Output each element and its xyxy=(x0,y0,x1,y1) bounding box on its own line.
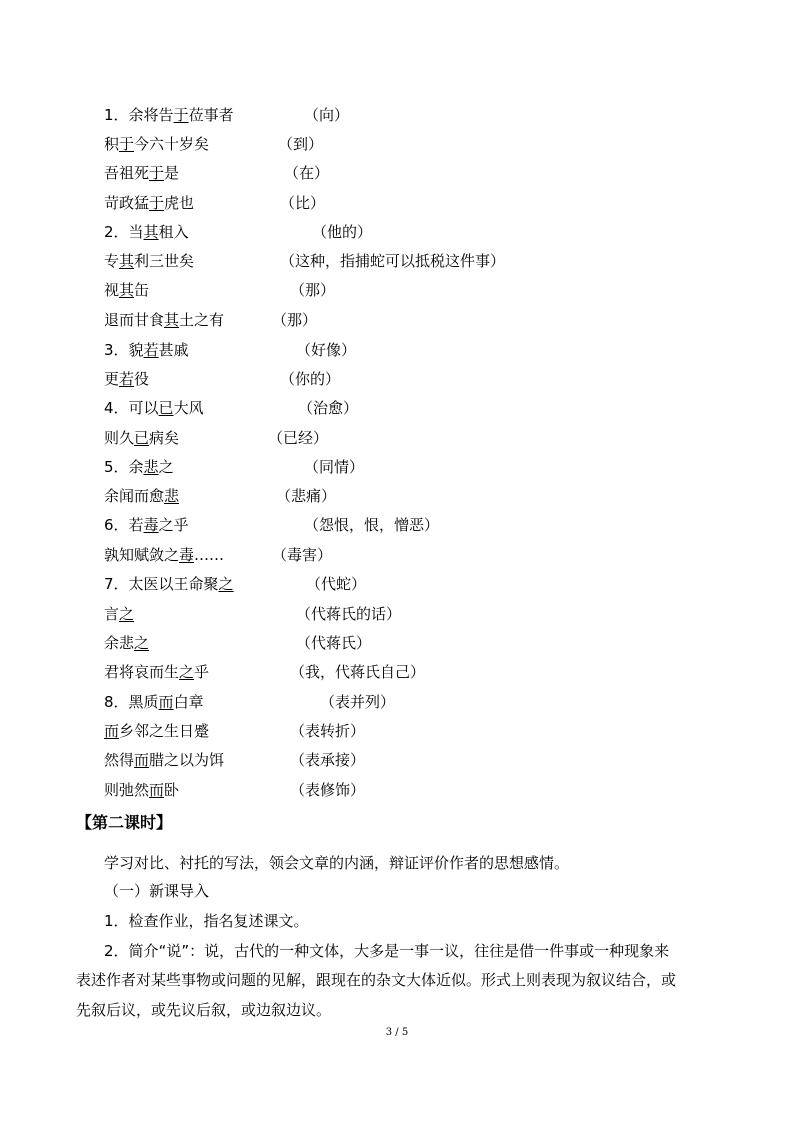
gloss-meaning: （你的） xyxy=(280,370,341,388)
sentence-text: 甚戚 xyxy=(158,341,189,359)
sentence-text: 土之有 xyxy=(179,311,225,329)
sentence-text: 言 xyxy=(104,605,120,623)
keyword-underlined: 悲 xyxy=(164,487,180,505)
gloss-meaning: （表转折） xyxy=(290,722,366,740)
sentence-text: 大风 xyxy=(173,399,204,417)
example-sentence xyxy=(104,398,204,418)
gloss-meaning: （这种，指捕蛇可以抵税这件事） xyxy=(280,252,506,270)
keyword-underlined: 若 xyxy=(143,341,159,359)
keyword-underlined: 之 xyxy=(134,634,150,652)
gloss-meaning: （代蒋氏的话） xyxy=(296,605,402,623)
gloss-meaning: （到） xyxy=(278,135,324,153)
lesson-objective: 学习对比、衬托的写法，领会文章的内涵，辩证评价作者的思想感情。 xyxy=(104,854,570,872)
example-sentence xyxy=(104,193,194,213)
sentence-text: 1．余将告 xyxy=(104,106,174,124)
sentence-text: 莅事者 xyxy=(188,106,234,124)
sentence-text: 缶 xyxy=(134,281,150,299)
sentence-text: 孰知赋敛之 xyxy=(104,546,180,564)
sentence-text: 积 xyxy=(104,135,120,153)
keyword-underlined: 于 xyxy=(173,106,189,124)
gloss-meaning: （表并列） xyxy=(320,693,396,711)
keyword-underlined: 之 xyxy=(179,663,195,681)
step-2-line-3: 先叙后议，或先议后叙，或边叙边议。 xyxy=(76,1001,332,1019)
gloss-meaning: （向） xyxy=(304,106,350,124)
sentence-text: 租入 xyxy=(158,223,189,241)
example-sentence xyxy=(104,515,189,535)
example-sentence xyxy=(104,574,234,594)
sentence-text: 7．太医以王命聚 xyxy=(104,575,219,593)
example-sentence xyxy=(104,105,234,125)
sentence-text: 更 xyxy=(104,370,120,388)
sentence-text: 乡邻之生日蹙 xyxy=(119,722,210,740)
gloss-meaning: （代蛇） xyxy=(306,575,367,593)
sentence-text: 3．貌 xyxy=(104,341,144,359)
keyword-underlined: 于 xyxy=(149,194,165,212)
example-sentence xyxy=(104,163,179,183)
example-sentence xyxy=(104,222,189,242)
keyword-underlined: 于 xyxy=(149,164,165,182)
subheading-intro: （一）新课导入 xyxy=(104,882,210,900)
gloss-meaning: （比） xyxy=(280,194,326,212)
gloss-meaning: （治愈） xyxy=(298,399,359,417)
example-sentence xyxy=(104,428,179,448)
sentence-text: 吾祖死 xyxy=(104,164,150,182)
example-sentence xyxy=(104,134,209,154)
gloss-meaning: （同情） xyxy=(304,458,365,476)
sentence-text: 虎也 xyxy=(164,194,195,212)
keyword-underlined: 而 xyxy=(149,781,165,799)
sentence-text: 乎 xyxy=(194,663,210,681)
sentence-text: 役 xyxy=(134,370,150,388)
example-sentence xyxy=(104,251,194,271)
sentence-text: 4．可以 xyxy=(104,399,159,417)
example-sentence xyxy=(104,750,224,770)
sentence-text: 视 xyxy=(104,281,120,299)
keyword-underlined: 若 xyxy=(119,370,135,388)
example-sentence xyxy=(104,369,149,389)
step-1: 1．检查作业，指名复述课文。 xyxy=(104,912,309,930)
keyword-underlined: 已 xyxy=(134,429,150,447)
keyword-underlined: 毒 xyxy=(179,546,195,564)
example-sentence xyxy=(104,486,179,506)
sentence-text: 之乎 xyxy=(158,516,189,534)
keyword-underlined: 之 xyxy=(218,575,234,593)
sentence-text: 今六十岁矣 xyxy=(134,135,210,153)
sentence-text: 2．当 xyxy=(104,223,144,241)
keyword-underlined: 其 xyxy=(143,223,159,241)
gloss-meaning: （我，代蒋氏自己） xyxy=(290,663,426,681)
gloss-meaning: （在） xyxy=(284,164,330,182)
sentence-text: 退而甘食 xyxy=(104,311,165,329)
example-sentence xyxy=(104,721,209,741)
example-sentence xyxy=(104,780,179,800)
step-2-line-1: 2．简介“说”：说，古代的一种文体，大多是一事一议，往往是借一件事或一种现象来 xyxy=(104,942,670,960)
step-2-line-2: 表述作者对某些事物或问题的见解，跟现在的杂文大体近似。形式上则表现为叙议结合，或 xyxy=(76,971,677,989)
example-sentence xyxy=(104,457,174,477)
section-heading: 【第二课时】 xyxy=(76,813,173,832)
example-sentence xyxy=(104,340,189,360)
sentence-text: 余闻而愈 xyxy=(104,487,165,505)
example-sentence xyxy=(104,604,134,624)
keyword-underlined: 其 xyxy=(119,281,135,299)
example-sentence xyxy=(104,692,204,712)
keyword-underlined: 其 xyxy=(119,252,135,270)
keyword-underlined: 而 xyxy=(134,751,150,769)
keyword-underlined: 而 xyxy=(158,693,174,711)
sentence-text: 利三世矣 xyxy=(134,252,195,270)
gloss-meaning: （那） xyxy=(290,281,336,299)
sentence-text: 君将哀而生 xyxy=(104,663,180,681)
keyword-underlined: 毒 xyxy=(143,516,159,534)
gloss-meaning: （表修饰） xyxy=(290,781,366,799)
sentence-text: 白章 xyxy=(173,693,204,711)
example-sentence xyxy=(104,633,149,653)
sentence-text: 5．余 xyxy=(104,458,144,476)
example-sentence xyxy=(104,545,224,565)
sentence-text: 专 xyxy=(104,252,120,270)
example-sentence xyxy=(104,280,149,300)
sentence-text: 卧 xyxy=(164,781,180,799)
sentence-text: 则弛然 xyxy=(104,781,150,799)
keyword-underlined: 已 xyxy=(158,399,174,417)
keyword-underlined: 之 xyxy=(119,605,135,623)
sentence-text: 之 xyxy=(158,458,174,476)
sentence-text: 病矣 xyxy=(149,429,180,447)
gloss-meaning: （好像） xyxy=(296,341,357,359)
gloss-meaning: （代蒋氏） xyxy=(296,634,372,652)
page-number: 3 / 5 xyxy=(385,1027,409,1038)
gloss-meaning: （怨恨，恨，憎恶） xyxy=(304,516,440,534)
sentence-text: 6．若 xyxy=(104,516,144,534)
keyword-underlined: 于 xyxy=(119,135,135,153)
gloss-meaning: （悲痛） xyxy=(276,487,337,505)
example-sentence xyxy=(104,310,224,330)
sentence-text: 8．黑质 xyxy=(104,693,159,711)
keyword-underlined: 悲 xyxy=(143,458,159,476)
sentence-text: 则久 xyxy=(104,429,135,447)
gloss-meaning: （已经） xyxy=(268,429,329,447)
gloss-meaning: （那） xyxy=(272,311,318,329)
gloss-meaning: （他的） xyxy=(312,223,373,241)
sentence-text: 余悲 xyxy=(104,634,135,652)
example-sentence xyxy=(104,662,209,682)
gloss-meaning: （毒害） xyxy=(272,546,333,564)
sentence-text: …… xyxy=(194,546,225,564)
sentence-text: 苛政猛 xyxy=(104,194,150,212)
sentence-text: 是 xyxy=(164,164,180,182)
keyword-underlined: 其 xyxy=(164,311,180,329)
sentence-text: 然得 xyxy=(104,751,135,769)
keyword-underlined: 而 xyxy=(104,722,120,740)
sentence-text: 腊之以为饵 xyxy=(149,751,225,769)
gloss-meaning: （表承接） xyxy=(290,751,366,769)
